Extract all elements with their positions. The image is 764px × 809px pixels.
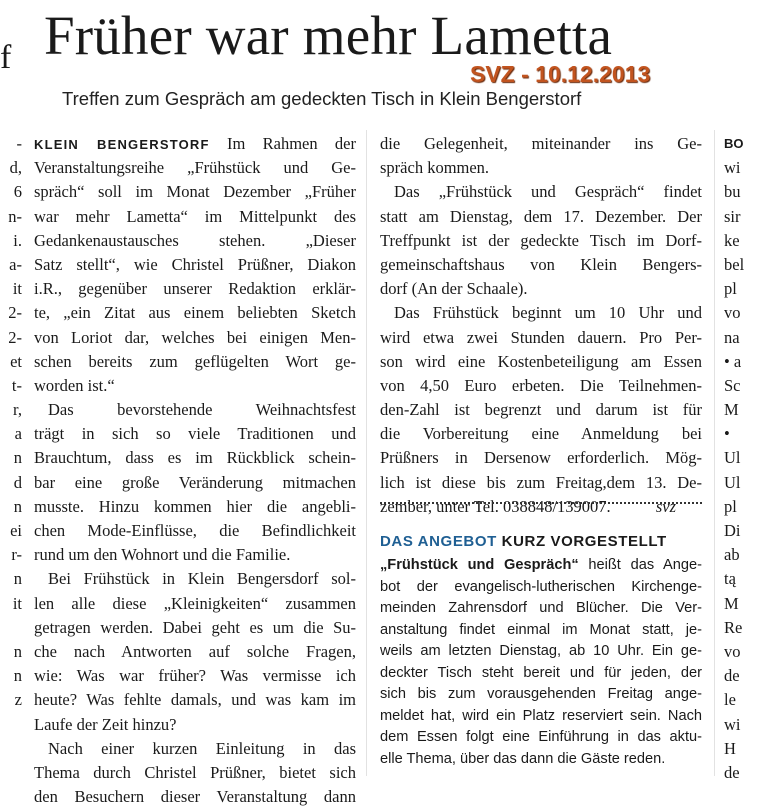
fragment-line: z xyxy=(14,690,22,710)
fragment-line: r- xyxy=(11,545,22,565)
fragment-line: vo xyxy=(724,303,741,323)
article-line xyxy=(380,495,702,519)
fragment-line xyxy=(0,616,22,640)
info-box-line xyxy=(380,555,702,577)
article-line: trägt in sich so viele Traditionen und xyxy=(34,424,356,444)
fragment-line: et xyxy=(10,351,22,371)
article-text: zember, unter Tel. 038848/139007. xyxy=(380,496,611,516)
fragment-line: a xyxy=(14,424,22,444)
article-line: den Besuchern dieser Veranstaltung dann xyxy=(34,787,356,807)
subheadline: Treffen zum Gespräch am gedeckten Tisch in Klein Bengerstorf xyxy=(62,88,582,109)
article-line: Bei Frühstück in Klein Bengersdorf sol- xyxy=(48,569,356,589)
column-divider xyxy=(714,130,715,776)
article-line: Das „Frühstück und Gespräch“ findet xyxy=(394,182,702,202)
fragment-line: d, xyxy=(9,158,22,178)
info-box-lead: „Frühstück und Gespräch“ xyxy=(380,557,579,573)
fragment-line: n- xyxy=(8,206,22,226)
fragment-line: t- xyxy=(11,375,22,395)
info-box-line: meldet hat, wird ein Platz reserviert sein. Nach xyxy=(380,707,702,724)
article-line: schen bereits zum geflügelten Wort ge- xyxy=(34,351,356,371)
fragment-line: Di xyxy=(724,521,741,540)
dateline: KLEIN BENGERSTORF xyxy=(34,137,210,152)
info-box-heading-label: DAS ANGEBOT xyxy=(380,533,497,550)
fragment-line: Ul xyxy=(724,472,741,492)
fragment-line: wi xyxy=(724,714,741,734)
article-line: che nach Antworten auf solche Fragen, xyxy=(34,641,356,661)
article-line: wie: Was war früher? Was vermisse ich xyxy=(34,666,356,686)
previous-article-fragment-letter: f xyxy=(0,39,12,76)
article-line: gemeinschaftshaus von Klein Bengers- xyxy=(380,254,702,274)
info-box-line: deckter Tisch steht bereit und für jeden, der xyxy=(380,664,702,681)
article-line: Treffpunkt ist der gedeckte Tisch im Dorf- xyxy=(380,230,702,250)
article-line: wird etwa zwei Stunden dauern. Pro Per- xyxy=(380,327,702,347)
article-line: lich ist diese bis zum Freitag,dem 13. De- xyxy=(380,472,702,492)
info-box-line: meinden Zahrensdorf und Blücher. Die Ver- xyxy=(380,600,702,616)
article-column-1 xyxy=(34,132,356,809)
article-line xyxy=(34,132,356,156)
article-line: getragen werden. Dabei geht es um die Su- xyxy=(34,617,356,637)
fragment-line: n xyxy=(13,641,22,661)
fragment-line: 2- xyxy=(8,303,22,323)
article-line: dorf (An der Schaale). xyxy=(380,279,528,299)
fragment-line: d xyxy=(13,472,22,492)
info-box-heading xyxy=(380,532,710,552)
article-line: spräch“ soll im Monat Dezember „Früher xyxy=(34,182,356,202)
fragment-line: • xyxy=(724,424,730,444)
fragment-line: Ul xyxy=(724,448,741,468)
headline: Früher war mehr Lametta xyxy=(44,5,613,66)
fragment-line: n xyxy=(13,666,22,686)
article-line: Prüßners in Dersenow erforderlich. Mög- xyxy=(380,448,702,468)
fragment-line: ei xyxy=(10,521,22,540)
fragment-line: • a xyxy=(724,351,742,371)
info-box-line: anstaltung findet einmal im Monat statt, je- xyxy=(380,621,702,638)
fragment-line: tą xyxy=(724,569,736,589)
info-box-text: heißt das Ange- xyxy=(578,557,702,573)
info-box-line: dem Essen folgt eine Einführung in das aktu- xyxy=(380,729,702,745)
fragment-line: bu xyxy=(724,182,741,202)
article-line: war mehr Lametta“ im Mittelpunkt des xyxy=(34,206,356,226)
fragment-line: de xyxy=(724,762,740,782)
fragment-line: 6 xyxy=(13,182,22,202)
fragment-line: Re xyxy=(724,617,743,637)
article-line: von Loriot dar, welches bei einigen Men- xyxy=(34,327,356,347)
fragment-line: sir xyxy=(724,206,741,226)
info-box-body xyxy=(380,555,702,770)
article-line: musste. Hinzu kommen hier die angebli- xyxy=(34,496,356,516)
article-line: Thema durch Christel Prüßner, bietet sich xyxy=(34,762,356,782)
article-line: Gedankenaustausches stehen. „Dieser xyxy=(34,230,356,250)
fragment-line: M xyxy=(724,593,739,613)
fragment-line: BO xyxy=(724,136,744,151)
article-line: bar eine große Veränderung mitmachen xyxy=(34,472,356,492)
fragment-line: vo xyxy=(724,641,741,661)
fragment-line: M xyxy=(724,400,739,420)
fragment-line: n xyxy=(13,448,22,468)
column-divider xyxy=(366,130,367,776)
fragment-line: bel xyxy=(724,254,745,274)
author-signature: svz xyxy=(655,496,676,516)
info-box-line: elle Thema, über das dann die Gäste reden. xyxy=(380,750,666,767)
fragment-line: de xyxy=(724,666,740,686)
previous-article-fragment xyxy=(0,132,22,713)
article-line: statt am Dienstag, dem 17. Dezember. Der xyxy=(380,206,702,226)
article-line: Veranstaltungsreihe „Frühstück und Ge- xyxy=(34,158,356,178)
fragment-line: ab xyxy=(724,545,740,565)
article-line: te, „ein Zitat aus einem beliebten Sketch xyxy=(34,303,356,323)
fragment-line: i. xyxy=(13,230,22,250)
info-box-line: weils am letzten Dienstag, ab 10 Uhr. Ein ge- xyxy=(380,643,702,659)
next-article-fragment xyxy=(724,132,764,785)
article-line: Brauchtum, dass es im Rückblick schein- xyxy=(34,448,356,468)
article-line: Laufe der Zeit hinzu? xyxy=(34,714,177,734)
dotted-separator xyxy=(380,502,702,506)
info-box-line: sich bis zum vorausgehenden Freitag ange- xyxy=(380,686,702,702)
article-line: von 4,50 Euro erbeten. Die Teilnehmen- xyxy=(380,375,702,395)
fragment-line: n xyxy=(13,496,22,516)
article-line: den-Zahl ist begrenzt und darum ist für xyxy=(380,400,702,420)
article-line: spräch kommen. xyxy=(380,158,490,178)
fragment-line: wi xyxy=(724,158,741,178)
article-line: son wird eine Kostenbeteiligung am Essen xyxy=(380,351,702,371)
article-line: rund um den Wohnort und die Familie. xyxy=(34,545,291,565)
fragment-line: - xyxy=(16,134,22,153)
article-line: Nach einer kurzen Einleitung in das xyxy=(48,738,356,758)
fragment-line: H xyxy=(724,738,736,758)
article-line: len alle diese „Kleinigkeiten“ zusammen xyxy=(34,593,356,613)
fragment-line: r, xyxy=(13,400,22,420)
fragment-line: ke xyxy=(724,230,740,250)
fragment-line: Sc xyxy=(724,375,741,395)
article-line: die Gelegenheit, miteinander ins Ge- xyxy=(380,134,702,153)
fragment-line: a- xyxy=(9,254,22,274)
fragment-line: n xyxy=(13,569,22,589)
article-line: Das Frühstück beginnt um 10 Uhr und xyxy=(394,303,702,323)
fragment-line: pl xyxy=(724,496,737,516)
article-line: heute? Was fehlte damals, und was kam im xyxy=(34,690,356,710)
article-line: Das bevorstehende Weihnachtsfest xyxy=(48,400,356,420)
fragment-line: pl xyxy=(724,279,737,299)
date-stamp: SVZ - 10.12.2013 xyxy=(470,61,651,87)
article-line: die Vorbereitung eine Anmeldung bei xyxy=(380,424,702,444)
fragment-line: it xyxy=(12,593,22,613)
fragment-line: le xyxy=(724,690,736,710)
fragment-line: it xyxy=(12,279,22,299)
article-line: chen Mode-Einflüsse, die Befindlichkeit xyxy=(34,521,356,540)
article-line: worden ist.“ xyxy=(34,375,115,395)
article-line: i.R., gegenüber unserer Redaktion erklär- xyxy=(34,279,356,299)
article-line: Satz stellt“, wie Christel Prüßner, Diakon xyxy=(34,254,356,274)
fragment-line: 2- xyxy=(8,327,22,347)
info-box-line: bot der evangelisch-lutherischen Kirchenge- xyxy=(380,578,702,595)
article-column-2 xyxy=(380,132,702,519)
article-text: Im Rahmen der xyxy=(209,134,357,153)
info-box-heading-subtitle: KURZ VORGESTELLT xyxy=(496,533,667,550)
fragment-line: na xyxy=(724,327,740,347)
